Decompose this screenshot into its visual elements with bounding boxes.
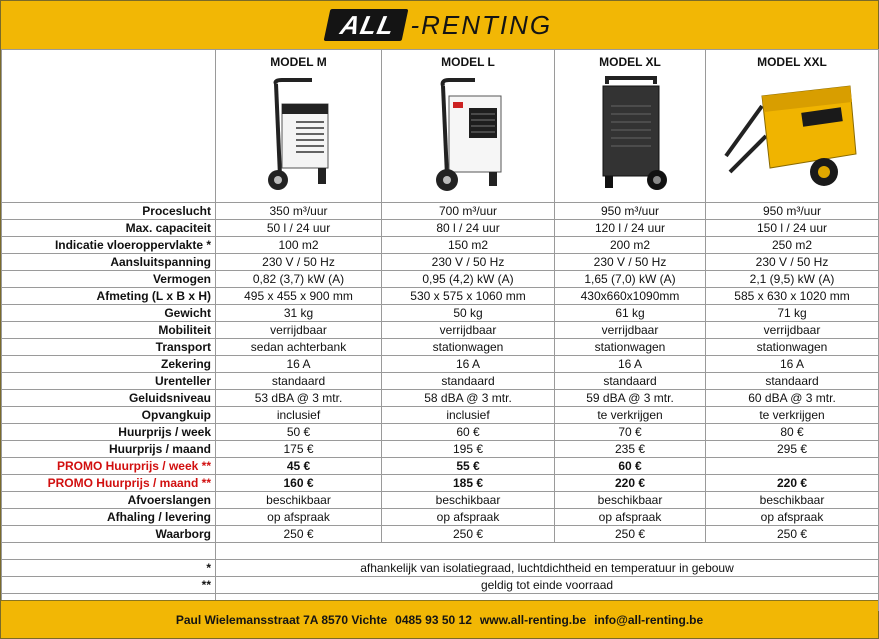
table-cell: 950 m³/uur <box>555 203 706 220</box>
table-cell: 230 V / 50 Hz <box>555 254 706 271</box>
table-cell: 230 V / 50 Hz <box>706 254 879 271</box>
table-cell: 230 V / 50 Hz <box>382 254 555 271</box>
table-row <box>2 254 879 271</box>
table-cell: standaard <box>216 373 382 390</box>
table-cell: 250 € <box>555 526 706 543</box>
header-banner <box>1 1 878 50</box>
table-cell: beschikbaar <box>706 492 879 509</box>
table-cell: 55 € <box>382 458 555 475</box>
model-column-header <box>706 50 879 203</box>
table-cell <box>706 458 879 475</box>
table-cell: 0,95 (4,2) kW (A) <box>382 271 555 288</box>
model-column-header <box>555 50 706 203</box>
row-label: Indicatie vloeroppervlakte * <box>2 237 216 254</box>
footnote-row <box>2 560 879 577</box>
table-cell: 59 dBA @ 3 mtr. <box>555 390 706 407</box>
table-row <box>2 271 879 288</box>
table-cell: 61 kg <box>555 305 706 322</box>
table-cell: 31 kg <box>216 305 382 322</box>
footnote-mark: ** <box>2 577 216 594</box>
brand-logo <box>327 9 552 41</box>
table-cell: verrijdbaar <box>382 322 555 339</box>
footer-website: www.all-renting.be <box>479 612 587 627</box>
table-cell: 160 € <box>216 475 382 492</box>
footnote-text: geldig tot einde voorraad <box>216 577 879 594</box>
table-cell: beschikbaar <box>382 492 555 509</box>
table-cell: 250 € <box>706 526 879 543</box>
table-cell: inclusief <box>382 407 555 424</box>
row-label: Urenteller <box>2 373 216 390</box>
footer-address: Paul Wielemansstraat 7A 8570 Vichte <box>175 612 388 627</box>
table-cell: 50 € <box>216 424 382 441</box>
model-column-header <box>216 50 382 203</box>
table-cell: 950 m³/uur <box>706 203 879 220</box>
table-cell: standaard <box>555 373 706 390</box>
table-cell: 235 € <box>555 441 706 458</box>
table-cell: 150 l / 24 uur <box>706 220 879 237</box>
table-row <box>2 322 879 339</box>
table-cell: stationwagen <box>382 339 555 356</box>
table-cell: 2,1 (9,5) kW (A) <box>706 271 879 288</box>
row-label: Waarborg <box>2 526 216 543</box>
table-cell: op afspraak <box>555 509 706 526</box>
table-cell: beschikbaar <box>216 492 382 509</box>
table-cell: 220 € <box>706 475 879 492</box>
table-cell: 250 € <box>216 526 382 543</box>
corner-cell <box>2 50 216 203</box>
table-cell: standaard <box>382 373 555 390</box>
table-cell: 16 A <box>216 356 382 373</box>
dehumidifier-yellow-icon <box>709 76 875 196</box>
table-row <box>2 220 879 237</box>
row-label: Aansluitspanning <box>2 254 216 271</box>
table-row <box>2 356 879 373</box>
row-label: Max. capaciteit <box>2 220 216 237</box>
table-cell: te verkrijgen <box>706 407 879 424</box>
spec-table <box>1 49 879 611</box>
table-row <box>2 509 879 526</box>
table-cell: 295 € <box>706 441 879 458</box>
table-cell: 0,82 (3,7) kW (A) <box>216 271 382 288</box>
table-cell: 230 V / 50 Hz <box>216 254 382 271</box>
row-label: Huurprijs / week <box>2 424 216 441</box>
table-cell: 120 l / 24 uur <box>555 220 706 237</box>
footnote-row <box>2 577 879 594</box>
dehumidifier-white-small-icon <box>219 76 378 196</box>
model-header-row <box>2 50 879 203</box>
blank-cell <box>216 543 879 560</box>
table-cell: op afspraak <box>706 509 879 526</box>
dehumidifier-black-icon <box>558 76 702 196</box>
row-label: Transport <box>2 339 216 356</box>
table-cell: 530 x 575 x 1060 mm <box>382 288 555 305</box>
model-column-header <box>382 50 555 203</box>
table-cell: 495 x 455 x 900 mm <box>216 288 382 305</box>
table-cell: 430x660x1090mm <box>555 288 706 305</box>
table-cell: 50 kg <box>382 305 555 322</box>
table-cell: 195 € <box>382 441 555 458</box>
row-label: Geluidsniveau <box>2 390 216 407</box>
table-cell: op afspraak <box>382 509 555 526</box>
table-cell: 50 l / 24 uur <box>216 220 382 237</box>
row-label: Afhaling / levering <box>2 509 216 526</box>
model-name: MODEL L <box>441 55 495 69</box>
table-row <box>2 373 879 390</box>
table-cell: standaard <box>706 373 879 390</box>
table-cell: stationwagen <box>706 339 879 356</box>
row-label: Gewicht <box>2 305 216 322</box>
row-label: PROMO Huurprijs / week ** <box>2 458 216 475</box>
footer-contact <box>1 600 878 638</box>
table-cell: verrijdbaar <box>555 322 706 339</box>
table-cell: 585 x 630 x 1020 mm <box>706 288 879 305</box>
table-cell: 16 A <box>555 356 706 373</box>
table-cell: 350 m³/uur <box>216 203 382 220</box>
row-label: Mobiliteit <box>2 322 216 339</box>
table-cell: 250 € <box>382 526 555 543</box>
table-cell: verrijdbaar <box>216 322 382 339</box>
table-row <box>2 526 879 543</box>
row-label: Opvangkuip <box>2 407 216 424</box>
table-cell: sedan achterbank <box>216 339 382 356</box>
table-cell: 1,65 (7,0) kW (A) <box>555 271 706 288</box>
blank-cell <box>2 543 216 560</box>
table-cell: 71 kg <box>706 305 879 322</box>
logo-renting: -RENTING <box>410 9 553 40</box>
table-row <box>2 407 879 424</box>
table-cell: 100 m2 <box>216 237 382 254</box>
table-cell: 53 dBA @ 3 mtr. <box>216 390 382 407</box>
table-cell: 45 € <box>216 458 382 475</box>
table-cell: 58 dBA @ 3 mtr. <box>382 390 555 407</box>
row-label: Afmeting (L x B x H) <box>2 288 216 305</box>
model-name: MODEL M <box>270 55 327 69</box>
row-label: Proceslucht <box>2 203 216 220</box>
table-row <box>2 339 879 356</box>
row-label: Huurprijs / maand <box>2 441 216 458</box>
table-cell: 60 € <box>382 424 555 441</box>
dehumidifier-white-large-icon <box>385 76 551 196</box>
table-row <box>2 288 879 305</box>
row-label: Afvoerslangen <box>2 492 216 509</box>
table-cell: 250 m2 <box>706 237 879 254</box>
table-row <box>2 237 879 254</box>
footer-phone: 0485 93 50 12 <box>395 612 472 627</box>
table-cell: beschikbaar <box>555 492 706 509</box>
row-label: Vermogen <box>2 271 216 288</box>
table-row <box>2 305 879 322</box>
table-cell: 200 m2 <box>555 237 706 254</box>
table-cell: 16 A <box>382 356 555 373</box>
table-cell: 60 € <box>555 458 706 475</box>
table-cell: 80 l / 24 uur <box>382 220 555 237</box>
table-row <box>2 424 879 441</box>
blank-row <box>2 543 879 560</box>
table-cell: 16 A <box>706 356 879 373</box>
table-cell: 60 dBA @ 3 mtr. <box>706 390 879 407</box>
model-name: MODEL XL <box>599 55 661 69</box>
footer-email: info@all-renting.be <box>594 612 704 627</box>
table-row <box>2 203 879 220</box>
table-cell: 80 € <box>706 424 879 441</box>
table-cell: te verkrijgen <box>555 407 706 424</box>
table-cell: 220 € <box>555 475 706 492</box>
table-row <box>2 441 879 458</box>
table-row <box>2 492 879 509</box>
table-cell: stationwagen <box>555 339 706 356</box>
logo-all: ALL <box>323 9 407 41</box>
table-cell: 185 € <box>382 475 555 492</box>
table-row <box>2 475 879 492</box>
table-row <box>2 390 879 407</box>
row-label: PROMO Huurprijs / maand ** <box>2 475 216 492</box>
table-cell: 150 m2 <box>382 237 555 254</box>
footnote-mark: * <box>2 560 216 577</box>
model-name: MODEL XXL <box>757 55 827 69</box>
table-cell: 175 € <box>216 441 382 458</box>
row-label: Zekering <box>2 356 216 373</box>
table-cell: inclusief <box>216 407 382 424</box>
footnote-text: afhankelijk van isolatiegraad, luchtdichtheid en temperatuur in gebouw <box>216 560 879 577</box>
table-row <box>2 458 879 475</box>
table-cell: 70 € <box>555 424 706 441</box>
table-cell: verrijdbaar <box>706 322 879 339</box>
table-cell: 700 m³/uur <box>382 203 555 220</box>
table-cell: op afspraak <box>216 509 382 526</box>
